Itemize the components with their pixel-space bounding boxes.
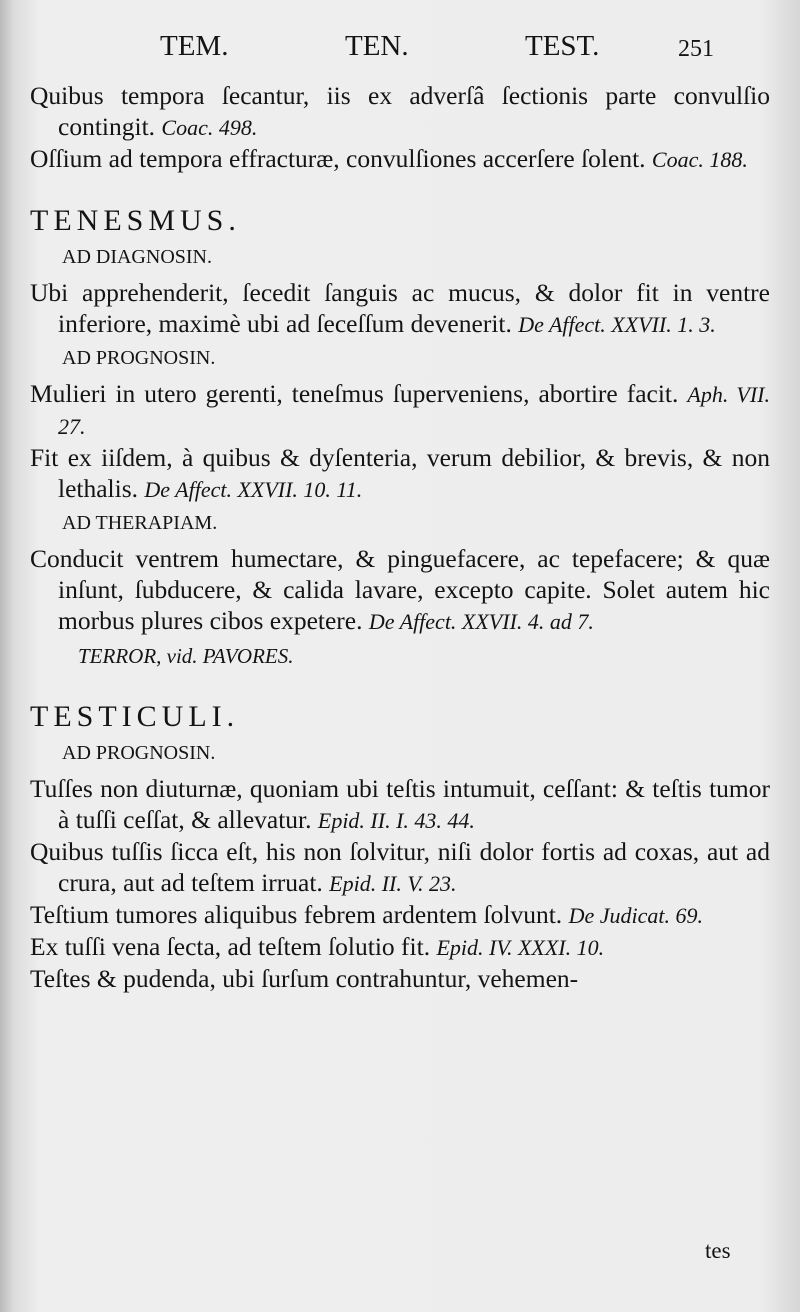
aphorism-entry bbox=[30, 80, 770, 143]
entry-text: Teſtes & pudenda, ubi ſurſum contrahuntur, vehemen- bbox=[30, 964, 579, 993]
cross-reference: TERROR, vid. PAVORES. bbox=[78, 644, 294, 668]
entry-text: Teſtium tumores aliquibus febrem ardentem ſolvunt. bbox=[30, 900, 563, 929]
catchword: tes bbox=[705, 1238, 731, 1263]
subsection-heading: AD THERAPIAM. bbox=[62, 512, 218, 534]
page-content bbox=[30, 80, 770, 994]
entry-text: Fit ex iiſdem, à quibus & dyſenteria, verum debilior, & brevis, & non lethalis. bbox=[30, 443, 770, 503]
aphorism-entry bbox=[30, 378, 770, 442]
page-number: 251 bbox=[678, 36, 714, 62]
header-center: TEN. bbox=[345, 30, 409, 62]
aphorism-entry bbox=[30, 143, 770, 175]
subsection-heading: AD DIAGNOSIN. bbox=[62, 246, 212, 268]
entry-text: Tuſſes non diuturnæ, quoniam ubi teſtis intumuit, ceſſant: & teſtis tumor à tuſſi ceſſat, & allevatur. bbox=[30, 774, 770, 834]
entry-text: Quibus tempora ſecantur, iis ex adverſâ ſectionis parte convulſio contingit. bbox=[30, 81, 770, 141]
running-header bbox=[0, 30, 800, 70]
aphorism-entry bbox=[30, 442, 770, 505]
entry-text: Quibus tuſſis ſicca eſt, his non ſolvitur, niſi dolor fortis ad coxas, aut ad crura, aut ad teſtem irruat. bbox=[30, 837, 770, 897]
entry-text: Conducit ventrem humectare, & pinguefacere, ac tepefacere; & quæ inſunt, ſubducere, & calida lavare, excepto capite. Solet autem hic morbus plures cibos expetere. bbox=[30, 544, 770, 635]
entry-reference: Coac. 188. bbox=[651, 147, 748, 172]
aphorism-entry bbox=[30, 899, 770, 931]
entry-text: Mulieri in utero gerenti, teneſmus ſuperveniens, abortire facit. bbox=[30, 379, 679, 408]
aphorism-entry bbox=[30, 836, 770, 899]
entry-reference: De Affect. XXVII. 1. 3. bbox=[518, 312, 716, 337]
entry-reference: Epid. II. V. 23. bbox=[329, 871, 457, 896]
subsection-heading: AD PROGNOSIN. bbox=[62, 347, 216, 369]
entry-reference: Aph. VII. 27. bbox=[58, 382, 771, 439]
aphorism-entry bbox=[30, 773, 770, 836]
aphorism-entry bbox=[30, 931, 770, 963]
aphorism-entry bbox=[30, 963, 770, 994]
section-title: TENESMUS. bbox=[30, 204, 241, 237]
section-title: TESTICULI. bbox=[30, 700, 240, 733]
entry-text: Ex tuſſi vena ſecta, ad teſtem ſolutio fit. bbox=[30, 932, 431, 961]
header-right: TEST. bbox=[525, 30, 600, 62]
entry-reference: De Affect. XXVII. 10. 11. bbox=[144, 477, 363, 502]
entry-reference: De Affect. XXVII. 4. ad 7. bbox=[368, 609, 594, 634]
aphorism-entry bbox=[30, 543, 770, 637]
entry-text: Ubi apprehenderit, ſecedit ſanguis ac mucus, & dolor fit in ventre inferiore, maximè ubi ad ſeceſſum devenerit. bbox=[30, 278, 770, 338]
subsection-heading: AD PROGNOSIN. bbox=[62, 742, 216, 764]
header-left: TEM. bbox=[160, 30, 229, 62]
entry-reference: Epid. II. I. 43. 44. bbox=[317, 808, 475, 833]
entry-reference: Epid. IV. XXXI. 10. bbox=[436, 935, 605, 960]
entry-text: Oſſium ad tempora effracturæ, convulſiones accerſere ſolent. bbox=[30, 144, 646, 173]
aphorism-entry bbox=[30, 277, 770, 340]
entry-reference: Coac. 498. bbox=[161, 115, 258, 140]
entry-reference: De Judicat. 69. bbox=[568, 903, 703, 928]
